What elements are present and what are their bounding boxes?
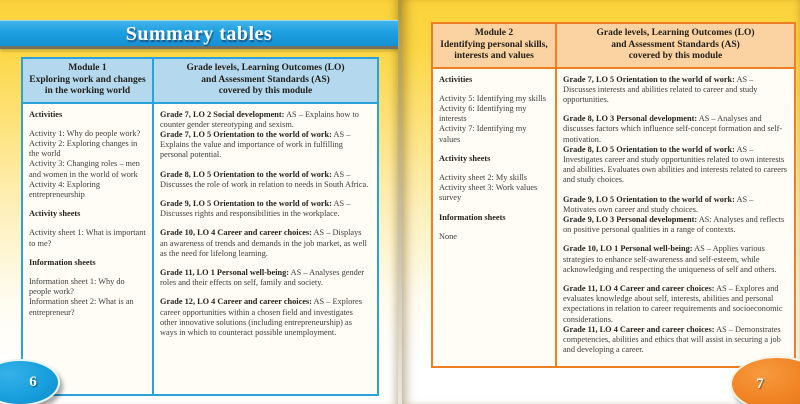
section-heading: Activities bbox=[439, 74, 473, 84]
grade-outcome-item: Grade 7, LO 5 Orientation to the world of work: AS – Explains the value and importance of work in fulfilling personal potential. bbox=[160, 129, 351, 160]
grade-outcome-item: Grade 9, LO 5 Orientation to the world of work: AS – Motivates own career and study choices. bbox=[563, 194, 754, 214]
section-item: Activity sheet 3: Work values survey bbox=[439, 183, 538, 203]
grade-outcome-item: Grade 11, LO 4 Career and career choices: AS – Explores and evaluates knowledge about self, interests, abilities and personal expectations in relation to career requirements and socioeconomic considerations. bbox=[563, 283, 783, 324]
grade-outcome-item: Grade 8, LO 5 Orientation to the world of work: AS – Discusses the role of work in relation to needs in South Africa. bbox=[160, 169, 369, 189]
section-item: Activity 3: Changing roles – men and women in the world of work bbox=[29, 159, 140, 179]
module-header-cell bbox=[23, 59, 154, 104]
grade-group bbox=[563, 195, 788, 236]
grade-group bbox=[160, 268, 371, 288]
grade-group bbox=[160, 170, 371, 190]
activities-cell bbox=[433, 69, 557, 367]
section-item: Activity 6: Identifying my interests bbox=[439, 103, 527, 124]
section bbox=[29, 258, 146, 318]
module-header-line: Module 1 bbox=[68, 63, 107, 73]
grade-outcome-lead: Grade 8, LO 5 Orientation to the world of work: bbox=[563, 144, 735, 154]
grade-outcome-lead: Grade 7, LO 5 Orientation to the world of work: bbox=[160, 129, 332, 139]
page-number: 6 bbox=[29, 374, 37, 390]
section bbox=[439, 154, 549, 204]
section-item: Activity 2: Exploring changes in the world bbox=[29, 138, 138, 159]
grade-group bbox=[563, 75, 788, 106]
section-item: Activity sheet 2: My skills bbox=[439, 172, 528, 182]
grade-outcome-item: Grade 10, LO 1 Personal well-being: AS – Applies various strategies to enhance self-awareness and self-esteem, while acknowledging and respecting the uniqueness of self and others. bbox=[563, 244, 777, 274]
activities-cell bbox=[23, 104, 154, 395]
section bbox=[439, 75, 549, 145]
section-item: Information sheet 1: Why do people work? bbox=[29, 276, 125, 297]
grade-outcome-lead: Grade 9, LO 5 Orientation to the world of work: bbox=[563, 194, 735, 204]
grades-header-line: Grade levels, Learning Outcomes (LO) bbox=[596, 28, 755, 38]
grade-group bbox=[160, 228, 371, 259]
grades-header-line: and Assessment Standards (AS) bbox=[201, 74, 330, 85]
grade-outcome-item: Grade 7, LO 5 Orientation to the world of work: AS – Discusses interests and abilities related to career and study opportunities. bbox=[563, 74, 758, 104]
grade-outcomes-cell bbox=[557, 69, 794, 367]
page-number: 7 bbox=[756, 375, 764, 392]
grade-group bbox=[160, 297, 371, 338]
title-banner bbox=[0, 20, 398, 46]
grade-outcome-item: Grade 11, LO 4 Career and career choices: AS – Demonstrates competencies, abilities and ethics that will assist in securing a job and developing a career. bbox=[563, 324, 781, 355]
grade-outcome-item: Grade 9, LO 5 Orientation to the world of work: AS – Discusses rights and responsibilities in the workplace. bbox=[160, 198, 351, 219]
grade-outcome-lead: Grade 11, LO 1 Personal well-being: bbox=[160, 267, 290, 277]
section bbox=[29, 110, 146, 201]
module-header-line: Identifying personal skills, bbox=[440, 39, 548, 50]
grade-outcome-lead: Grade 7, LO 5 Orientation to the world of work: bbox=[563, 74, 735, 84]
grade-group bbox=[160, 199, 371, 219]
section-heading: Information sheets bbox=[29, 257, 96, 267]
grade-outcome-item: Grade 10, LO 4 Career and career choices: AS – Displays an awareness of trends and demands in the job market, as well as the need for lifelong learning. bbox=[160, 228, 367, 258]
section-heading: Activity sheets bbox=[29, 209, 81, 219]
section-heading: Activities bbox=[29, 109, 63, 119]
section-item: Activity 4: Exploring entrepreneurship bbox=[29, 179, 100, 199]
grade-outcome-lead: Grade 10, LO 4 Career and career choices: bbox=[160, 228, 312, 238]
grades-header-line: covered by this module bbox=[218, 86, 313, 96]
module-header-line: Exploring work and changes bbox=[29, 74, 146, 85]
grade-outcome-item: Grade 9, LO 3 Personal development: AS: Analyses and reflects on positive personal qualities in a range of contexts. bbox=[563, 214, 785, 235]
page-title: Summary tables bbox=[125, 22, 273, 45]
grade-outcome-lead: Grade 9, LO 5 Orientation to the world of work: bbox=[160, 198, 332, 208]
section-heading: Information sheets bbox=[439, 212, 506, 222]
grades-header-line: Grade levels, Learning Outcomes (LO) bbox=[186, 63, 345, 73]
grade-outcome-lead: Grade 11, LO 4 Career and career choices: bbox=[563, 283, 715, 293]
grade-outcome-lead: Grade 12, LO 4 Career and career choices: bbox=[160, 297, 312, 307]
grade-outcome-lead: Grade 7, LO 2 Social development: bbox=[160, 109, 285, 119]
grade-outcome-lead: Grade 9, LO 3 Personal development: bbox=[563, 214, 698, 224]
grade-outcome-lead: Grade 11, LO 4 Career and career choices: bbox=[563, 324, 715, 334]
section-item: Activity 1: Why do people work? bbox=[29, 128, 141, 138]
section-item: Activity 7: Identifying my values bbox=[439, 124, 527, 144]
grade-group bbox=[563, 284, 788, 355]
grade-outcome-item: Grade 8, LO 5 Orientation to the world of work: AS – Investigates career and study opportunities related to own interests and abilities. Evaluates own abilities and interests related to careers and study choices. bbox=[563, 144, 787, 185]
section-item: Activity sheet 1: What is important to me? bbox=[29, 228, 146, 248]
section-item: Activity 5: Identifying my skills bbox=[439, 93, 546, 103]
module-header-line: Module 2 bbox=[474, 28, 514, 38]
grades-header-line: and Assessment Standards (AS) bbox=[611, 39, 740, 50]
section-heading: Activity sheets bbox=[439, 153, 491, 163]
grade-outcome-lead: Grade 8, LO 5 Orientation to the world of work: bbox=[160, 169, 332, 179]
module-header-line: interests and values bbox=[454, 51, 534, 61]
section-item: Information sheet 2: What is an entrepreneur? bbox=[29, 297, 134, 317]
grade-group bbox=[160, 110, 371, 161]
module-header-line: in the working world bbox=[44, 86, 131, 96]
module-header-cell bbox=[433, 24, 557, 69]
grade-outcome-item: Grade 7, LO 2 Social development: AS – Explains how to counter gender stereotyping and sexism. bbox=[160, 109, 359, 129]
section bbox=[439, 213, 549, 242]
grades-header-cell bbox=[557, 24, 794, 69]
grade-outcome-item: Grade 8, LO 3 Personal development: AS – Analyses and discusses factors which influence self-concept formation and self-motivation. bbox=[563, 114, 783, 144]
grade-outcome-item: Grade 11, LO 1 Personal well-being: AS – Analyses gender roles and their effects on self, family and society. bbox=[160, 267, 365, 288]
grades-header-line: covered by this module bbox=[628, 51, 723, 61]
grade-group bbox=[563, 244, 788, 275]
grade-outcomes-cell bbox=[154, 104, 377, 395]
page-right bbox=[402, 0, 800, 404]
module-2-summary-table bbox=[431, 22, 796, 368]
grades-header-cell bbox=[154, 59, 377, 104]
grade-outcome-lead: Grade 8, LO 3 Personal development: bbox=[563, 114, 698, 124]
grade-group bbox=[563, 114, 788, 185]
module-1-summary-table bbox=[21, 57, 379, 396]
grade-outcome-lead: Grade 10, LO 1 Personal well-being: bbox=[563, 244, 693, 254]
section bbox=[29, 209, 146, 249]
page-left bbox=[0, 0, 398, 404]
section-item: None bbox=[439, 231, 457, 241]
grade-outcome-item: Grade 12, LO 4 Career and career choices: AS – Explores career opportunities within a chosen field and investigates other innovative solutions (including entrepreneurship) as ways in which to counteract possible unemployment. bbox=[160, 297, 362, 337]
